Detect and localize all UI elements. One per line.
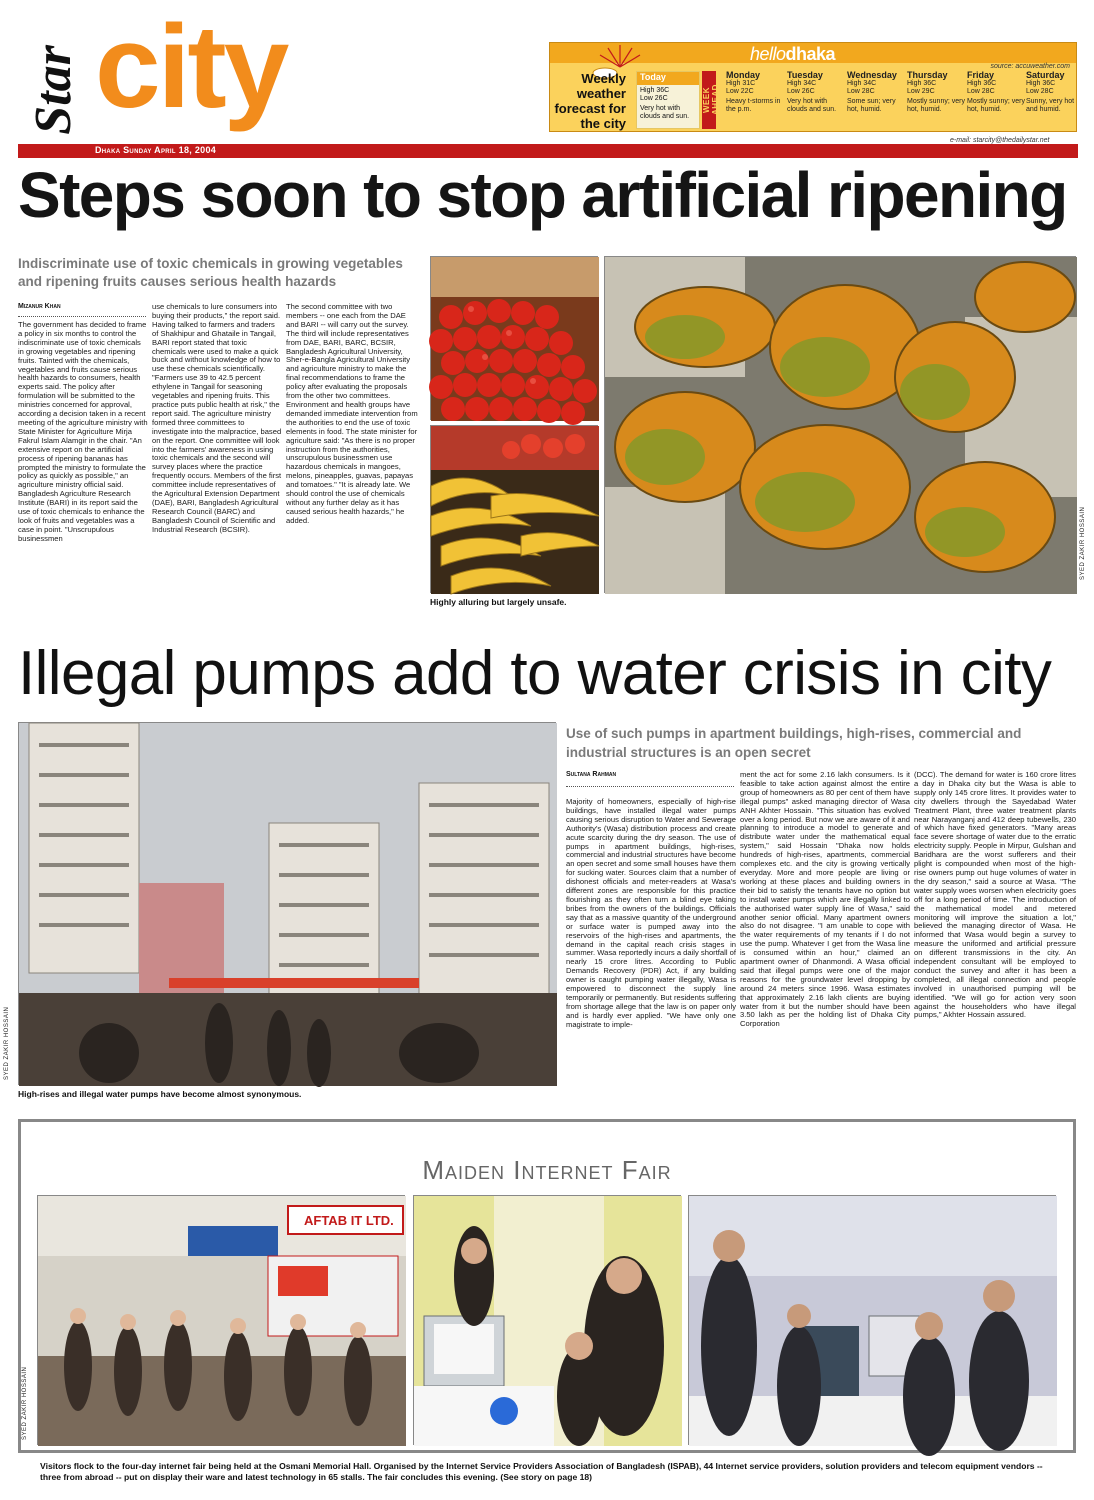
weather-day-tuesday <box>787 71 845 129</box>
story1-col3: The second committee with two members -- one each from the DAE and BARI -- will carry out the survey. The third will include representatives from DAE, BARI, BARC, BCSIR, Bangladesh Agricultural University, Sher-e-Bangla Agricultural University and agriculture ministry to make the final recommendations to frame the policy after evaluating the proposals from the other two committees. Environment and health groups have demanded immediate intervention from the authorities to end the use of toxic elements in food. The state minister for agriculture said: "As there is no proper instruction from the authorities, unscrupulous businessmen use hazardous chemicals in mangoes, melons, pineapples, guavas, papayas and tomatoes." "It is already late. We should control the use of chemicals without any further delay as it has caused serious health hazards," he added. <box>286 302 418 525</box>
day-desc: Sunny, very hot and humid. <box>1026 98 1075 113</box>
day-high: High 34C <box>787 80 817 87</box>
day-desc: Very hot with clouds and sun. <box>787 98 837 113</box>
day-low: Low 28C <box>967 88 995 95</box>
hello-dhaka-brand <box>750 44 835 65</box>
day-low: Low 22C <box>726 88 754 95</box>
fair-photo-computer <box>413 1195 681 1445</box>
day-high: High 36C <box>1026 80 1056 87</box>
star-logo: Star <box>25 45 82 135</box>
story1-photo-credit: SYED ZAKIR HOSSAIN <box>1080 506 1086 580</box>
story2-deck: Use of such pumps in apartment buildings, high-rises, commercial and industrial structures is an open secret <box>566 726 1022 760</box>
weather-header <box>550 43 1076 63</box>
brand-hello: hello <box>750 44 786 64</box>
weather-day-friday <box>967 71 1025 129</box>
day-high: High 34C <box>847 80 877 87</box>
fair-crowd-illustration <box>38 1196 406 1446</box>
story2-col2: ment the act for some 2.16 lakh consumers. Is it feasible to take action against almost the entire group of homeowners as 80 per cent of them have illegal pumps" asked managing director of Wasa ANH Akhter Hossain. "This situation has evolved over a long period. But now we are aware of it and planning to introduce a model to generate and distribute water under the mathematical equal system," said Hossain "Dhaka now holds hundreds of high-rises, apartments, commercial complexes etc. and the city is growing vertically everyday. More and more people are living or working at these places and building owners in their bid to satisfy the tenants have no option but to install water pumps which are illegally linked to the authorised water supply line of Wasa," said another senior official. Many apartment owners also do not disagree. "I am unable to cope with the water requirements of my tenants if I do not use the pump. Whatever I get from the Wasa line is consumed within an hour," claimed an apartment owner of Dhanmondi. A Wasa official said that illegal pumps were one of the major reasons for the groundwater level dropping by around 24 meters since 1996. Wasa estimates that approximately 2.16 lakh clients are buying water from it but the number should have been 3.50 lakh as per the holding list of Dhaka City Corporation <box>740 770 910 1029</box>
contact-email: e-mail: starcity@thedailystar.net <box>950 137 1050 144</box>
day-name: Monday <box>726 70 761 80</box>
day-high: High 36C <box>967 80 997 87</box>
fair-photo-booth <box>688 1195 1056 1445</box>
story2-byline: Sultana Rahman <box>566 771 617 778</box>
weather-day-monday <box>726 71 784 129</box>
day-low: Low 28C <box>1026 88 1054 95</box>
day-desc: Heavy t-storms in the p.m. <box>726 98 781 113</box>
aftab-sign: AFTAB IT LTD. <box>304 1213 394 1228</box>
fair-computer-illustration <box>414 1196 682 1446</box>
brand-dhaka: dhaka <box>785 44 836 64</box>
day-name: Tuesday <box>787 70 823 80</box>
day-high: High 31C <box>726 80 756 87</box>
day-desc: Some sun; very hot, humid. <box>847 98 896 113</box>
fair-title: Maiden Internet Fair <box>422 1155 672 1185</box>
day-name: Friday <box>967 70 995 80</box>
story2-col3: (DCC). The demand for water is 160 crore litres a day in Dhaka city but the Wasa is able to supply only 145 crore litres. It provides water to city dwellers through the Sayedabad Water Treatment Plant, three water treatment plants near Narayanganj and 412 deep tubewells, 230 of which have fixed generators. "Many areas face severe shortage of water due to the erratic electricity supply. People in Mirpur, Gulshan and Baridhara are the worst sufferers and their plight is compounded when most of the high-rise owners pump out huge volumes of water in the dry season," said a source at Wasa. "The water supply woes worsen when electricity goes off for a long period of time. The introduction of the mathematical model and metered monitoring will improve the situation a lot," believed the managing director of Wasa. He informed that Wasa would begin a survey to measure the uniformed and artificial pressure on different transmissions in the city. An independent consultant will be employed to conduct the survey and after it has been a completed, all illegal connection and people involved in unauthorised pumping will be identified. "We will go for action very soon against the householders who have illegal pumps," Akhter Hossain assured. <box>914 770 1076 1020</box>
story1-col2: use chemicals to lure consumers into buying their products," the report said. Having talked to farmers and traders of Shakhipur and Ghataile in Tangail, BARI report stated that toxic chemicals were used to make a quick buck and without knowledge of how to use these chemicals scientifically. "Farmers use 39 to 42.5 percent ethylene in Tangail for seasoning vegetables and ripening fruits. This practice puts public health at risk," the report said. The agriculture ministry formed three committees to investigate into the malpractice, based on the report. One committee will look into the farmers' awareness in using toxic chemicals and the second will survey places where the practice frequently occurs. Members of the first committee include representatives of the Agricultural Extension Department (DAE), BARI, Bangladesh Agricultural Research Council (BARC) and Bangladesh Council of Scientific and Industrial Research (BCSIR). <box>152 302 282 534</box>
mangoes-photo <box>604 256 1076 593</box>
today-desc: Very hot with clouds and sun. <box>640 105 690 120</box>
weather-day-thursday <box>907 71 965 129</box>
tomatoes-illustration <box>431 257 599 421</box>
mangoes-illustration <box>605 257 1077 594</box>
dateline: Dhaka Sunday April 18, 2004 <box>95 145 217 155</box>
byline-rule <box>18 316 146 317</box>
fair-photo-credit: SYED ZAKIR HOSSAIN <box>22 1366 28 1440</box>
today-low: Low 26C <box>640 95 668 102</box>
bananas-illustration <box>431 426 599 594</box>
weather-source: source: accuweather.com <box>990 63 1070 70</box>
weather-box <box>549 42 1077 132</box>
day-low: Low 26C <box>787 88 815 95</box>
day-desc: Mostly sunny; very hot, humid. <box>967 98 1025 113</box>
story2-col1: Majority of homeowners, especially of high-rise buildings, have installed illegal water pumps causing serious disruption to Water and Sewerage Authority's (Wasa) distribution process and create acute scarcity during the dry season. The use of pumps in apartment buildings, high-rises, commercial and industrial structures have become an open secret and some small houses have them for sucking water. Sources claim that a number of dishonest officials and meter-readers at Wasa's different zones are responsible for this practice flourishing as they often turn a blind eye taking bribes from the owners of the buildings. Officials say that as a massive quantity of the underground or surface water is pumped away into the reservoirs of the high-rises and apartments, the demand in the capital reach crisis stages in summer. Wasa reportedly incurs a daily shortfall of nearly 15 crore litres. According to Public Demands Recovery (PDR) Act, if any building owner is caught pumping water illegally, Wasa is empowered to disconnect the supply line temporarily or permanently. But residents suffering from shortage allege that the law is on paper only and is hardly ever applied. "We have only one magistrate to imple- <box>566 797 736 1029</box>
fair-caption: Visitors flock to the four-day internet fair being held at the Osmani Memorial Hall. Organised by the Internet Service Providers Association of Bangladesh (ISPAB), 44 Internet service providers, solution providers and telecom equipment vendors -- three from abroad -- put on display their ware and latest technology in 65 stalls. The fair concludes this evening. (See story on page 18) <box>40 1461 1043 1482</box>
bananas-photo <box>430 425 598 593</box>
highrise-illustration <box>19 723 557 1086</box>
day-name: Wednesday <box>847 70 897 80</box>
byline-rule <box>566 786 734 787</box>
story1-deck: Indiscriminate use of toxic chemicals in growing vegetables and ripening fruits causes serious health hazards <box>18 256 403 289</box>
weather-title: Weekly weather forecast for the city <box>554 71 626 131</box>
story1-col1: The government has decided to frame a policy in six months to control the indiscriminate use of toxic chemicals in growing vegetables and ripening fruits. Tainted with the chemicals, vegetables and fruits cause serious health hazards to consumers, health experts said. The policy after formulation will be submitted to the ministries concerned for approval, according a decision taken in a recent meeting of the agriculture ministry with State Minister for Agriculture Mirja Fakrul Islam Alamgir in the chair. "An extensive report on the artificial process of ripening bananas has prompted the ministry to formulate the policy as quickly as possible," an agriculture ministry official said. Bangladesh Agriculture Research Institute (BARI) in its report said the use of toxic chemicals to enhance the look of fruits and vegetables was a case in point. "Unscrupulous businessmen <box>18 320 148 543</box>
weather-day-saturday <box>1026 71 1076 129</box>
weather-day-wednesday <box>847 71 905 129</box>
day-desc: Mostly sunny; very hot, humid. <box>907 98 965 113</box>
highrise-photo <box>18 722 556 1085</box>
day-low: Low 29C <box>907 88 935 95</box>
story2-photo-credit: SYED ZAKIR HOSSAIN <box>4 1006 10 1080</box>
story1-headline: Steps soon to stop artificial ripening <box>18 159 1067 231</box>
day-name: Saturday <box>1026 70 1065 80</box>
fair-booth-illustration <box>689 1196 1057 1446</box>
today-label: Today <box>637 72 699 85</box>
day-low: Low 28C <box>847 88 875 95</box>
today-high: High 36C <box>640 87 670 94</box>
city-logo: city <box>95 1 287 133</box>
story1-byline: Mizanur Khan <box>18 303 61 310</box>
story2-caption: High-rises and illegal water pumps have become almost synonymous. <box>18 1089 302 1099</box>
tomatoes-photo <box>430 256 598 420</box>
fair-photo-crowd <box>37 1195 405 1445</box>
story1-caption: Highly alluring but largely unsafe. <box>430 597 567 607</box>
day-high: High 36C <box>907 80 937 87</box>
week-ahead-label: WEEK AHEAD <box>702 71 716 129</box>
weather-today <box>636 71 700 129</box>
day-name: Thursday <box>907 70 948 80</box>
story2-headline: Illegal pumps add to water crisis in city <box>18 639 1052 708</box>
